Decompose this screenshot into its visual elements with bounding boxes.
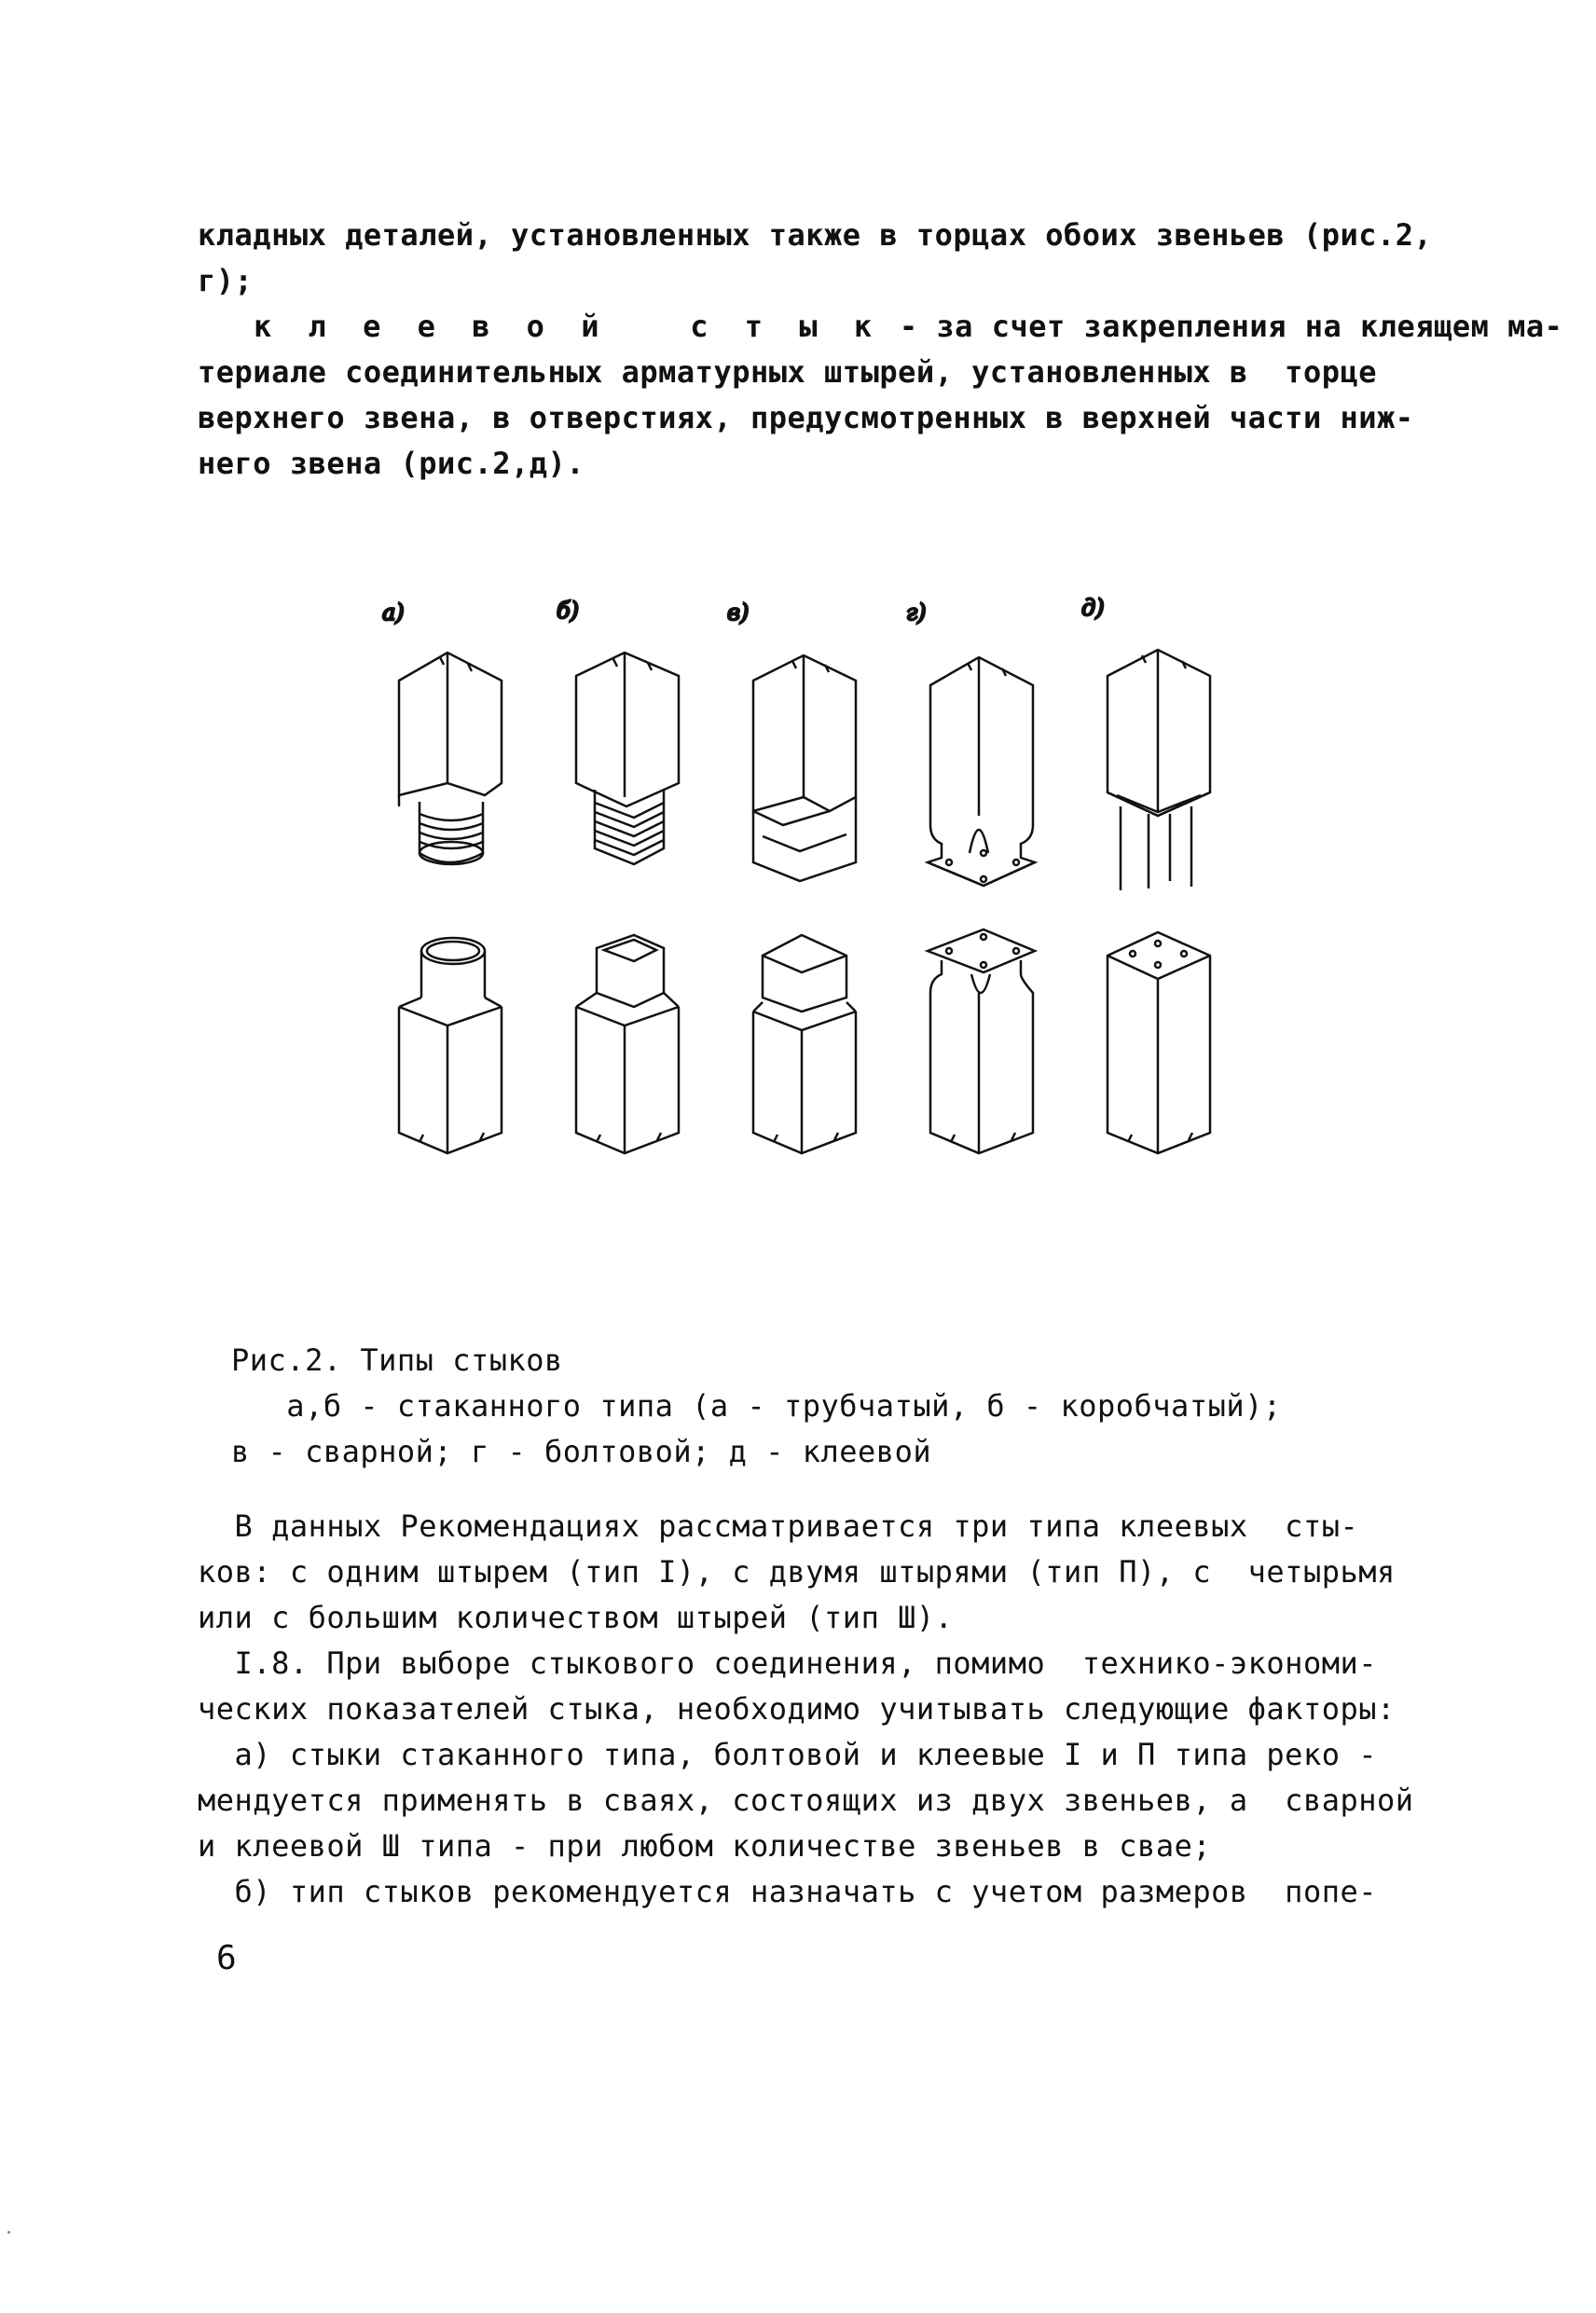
text-line: кладных деталей, установленных также в торцах обоих звеньев (рис.2, xyxy=(198,217,1433,253)
scan-speck xyxy=(7,2231,10,2234)
figure-label-d: д) xyxy=(1081,595,1105,621)
text-line: верхнего звена, в отверстиях, предусмотренных в верхней части ниж- xyxy=(198,400,1414,435)
upper-link-b xyxy=(576,653,679,864)
text-line: г); xyxy=(198,263,254,298)
text-line: ческих показателей стыка, необходимо учитывать следующие факторы: xyxy=(198,1691,1396,1727)
text-line: териале соединительных арматурных штырей, установленных в торце xyxy=(198,354,1377,390)
lower-link-a xyxy=(399,938,502,1153)
text-line: него звена (рис.2,д). xyxy=(198,446,585,481)
lower-link-d xyxy=(1108,932,1210,1153)
text-line: мендуется применять в сваях, состоящих из двух звеньев, а сварной xyxy=(198,1783,1414,1818)
upper-link-g xyxy=(928,657,1035,886)
upper-link-v xyxy=(753,655,856,881)
lower-link-b xyxy=(576,935,679,1153)
page-number: 6 xyxy=(216,1939,237,1977)
spaced-term: к л е е в о й с т ы к xyxy=(254,309,882,344)
text-line: или с большим количеством штырей (тип Ш). xyxy=(198,1600,954,1635)
figure-caption-line: а,б - стаканного типа (а - трубчатый, б - коробчатый); xyxy=(231,1388,1282,1424)
joint-types-figure xyxy=(364,583,1259,1189)
text-line xyxy=(198,304,1563,350)
text-line-rest: - за счет закрепления на клеящем ма- xyxy=(881,309,1563,344)
figure-label-g: г) xyxy=(906,599,927,626)
text-line: а) стыки стаканного типа, болтовой и клеевые I и П типа реко - xyxy=(198,1737,1377,1772)
text-line: I.8. При выборе стыкового соединения, помимо технико-экономи- xyxy=(198,1645,1377,1681)
figure-label-b: б) xyxy=(557,598,580,624)
lower-link-v xyxy=(753,935,856,1153)
figure-label-v: в) xyxy=(727,599,750,626)
figure-label-a: а) xyxy=(382,599,405,626)
lower-link-g xyxy=(928,929,1035,1153)
figure-caption-line: в - сварной; г - болтовой; д - клеевой xyxy=(231,1434,932,1469)
text-line: и клеевой Ш типа - при любом количестве звеньев в свае; xyxy=(198,1828,1212,1864)
upper-link-a xyxy=(399,653,502,864)
text-line: В данных Рекомендациях рассматривается три типа клеевых сты- xyxy=(198,1508,1359,1544)
text-line: ков: с одним штырем (тип I), с двумя штырями (тип П), с четырьмя xyxy=(198,1554,1396,1590)
text-line: б) тип стыков рекомендуется назначать с учетом размеров попе- xyxy=(198,1874,1377,1909)
upper-link-d xyxy=(1108,650,1210,890)
figure-caption-title: Рис.2. Типы стыков xyxy=(231,1342,563,1378)
